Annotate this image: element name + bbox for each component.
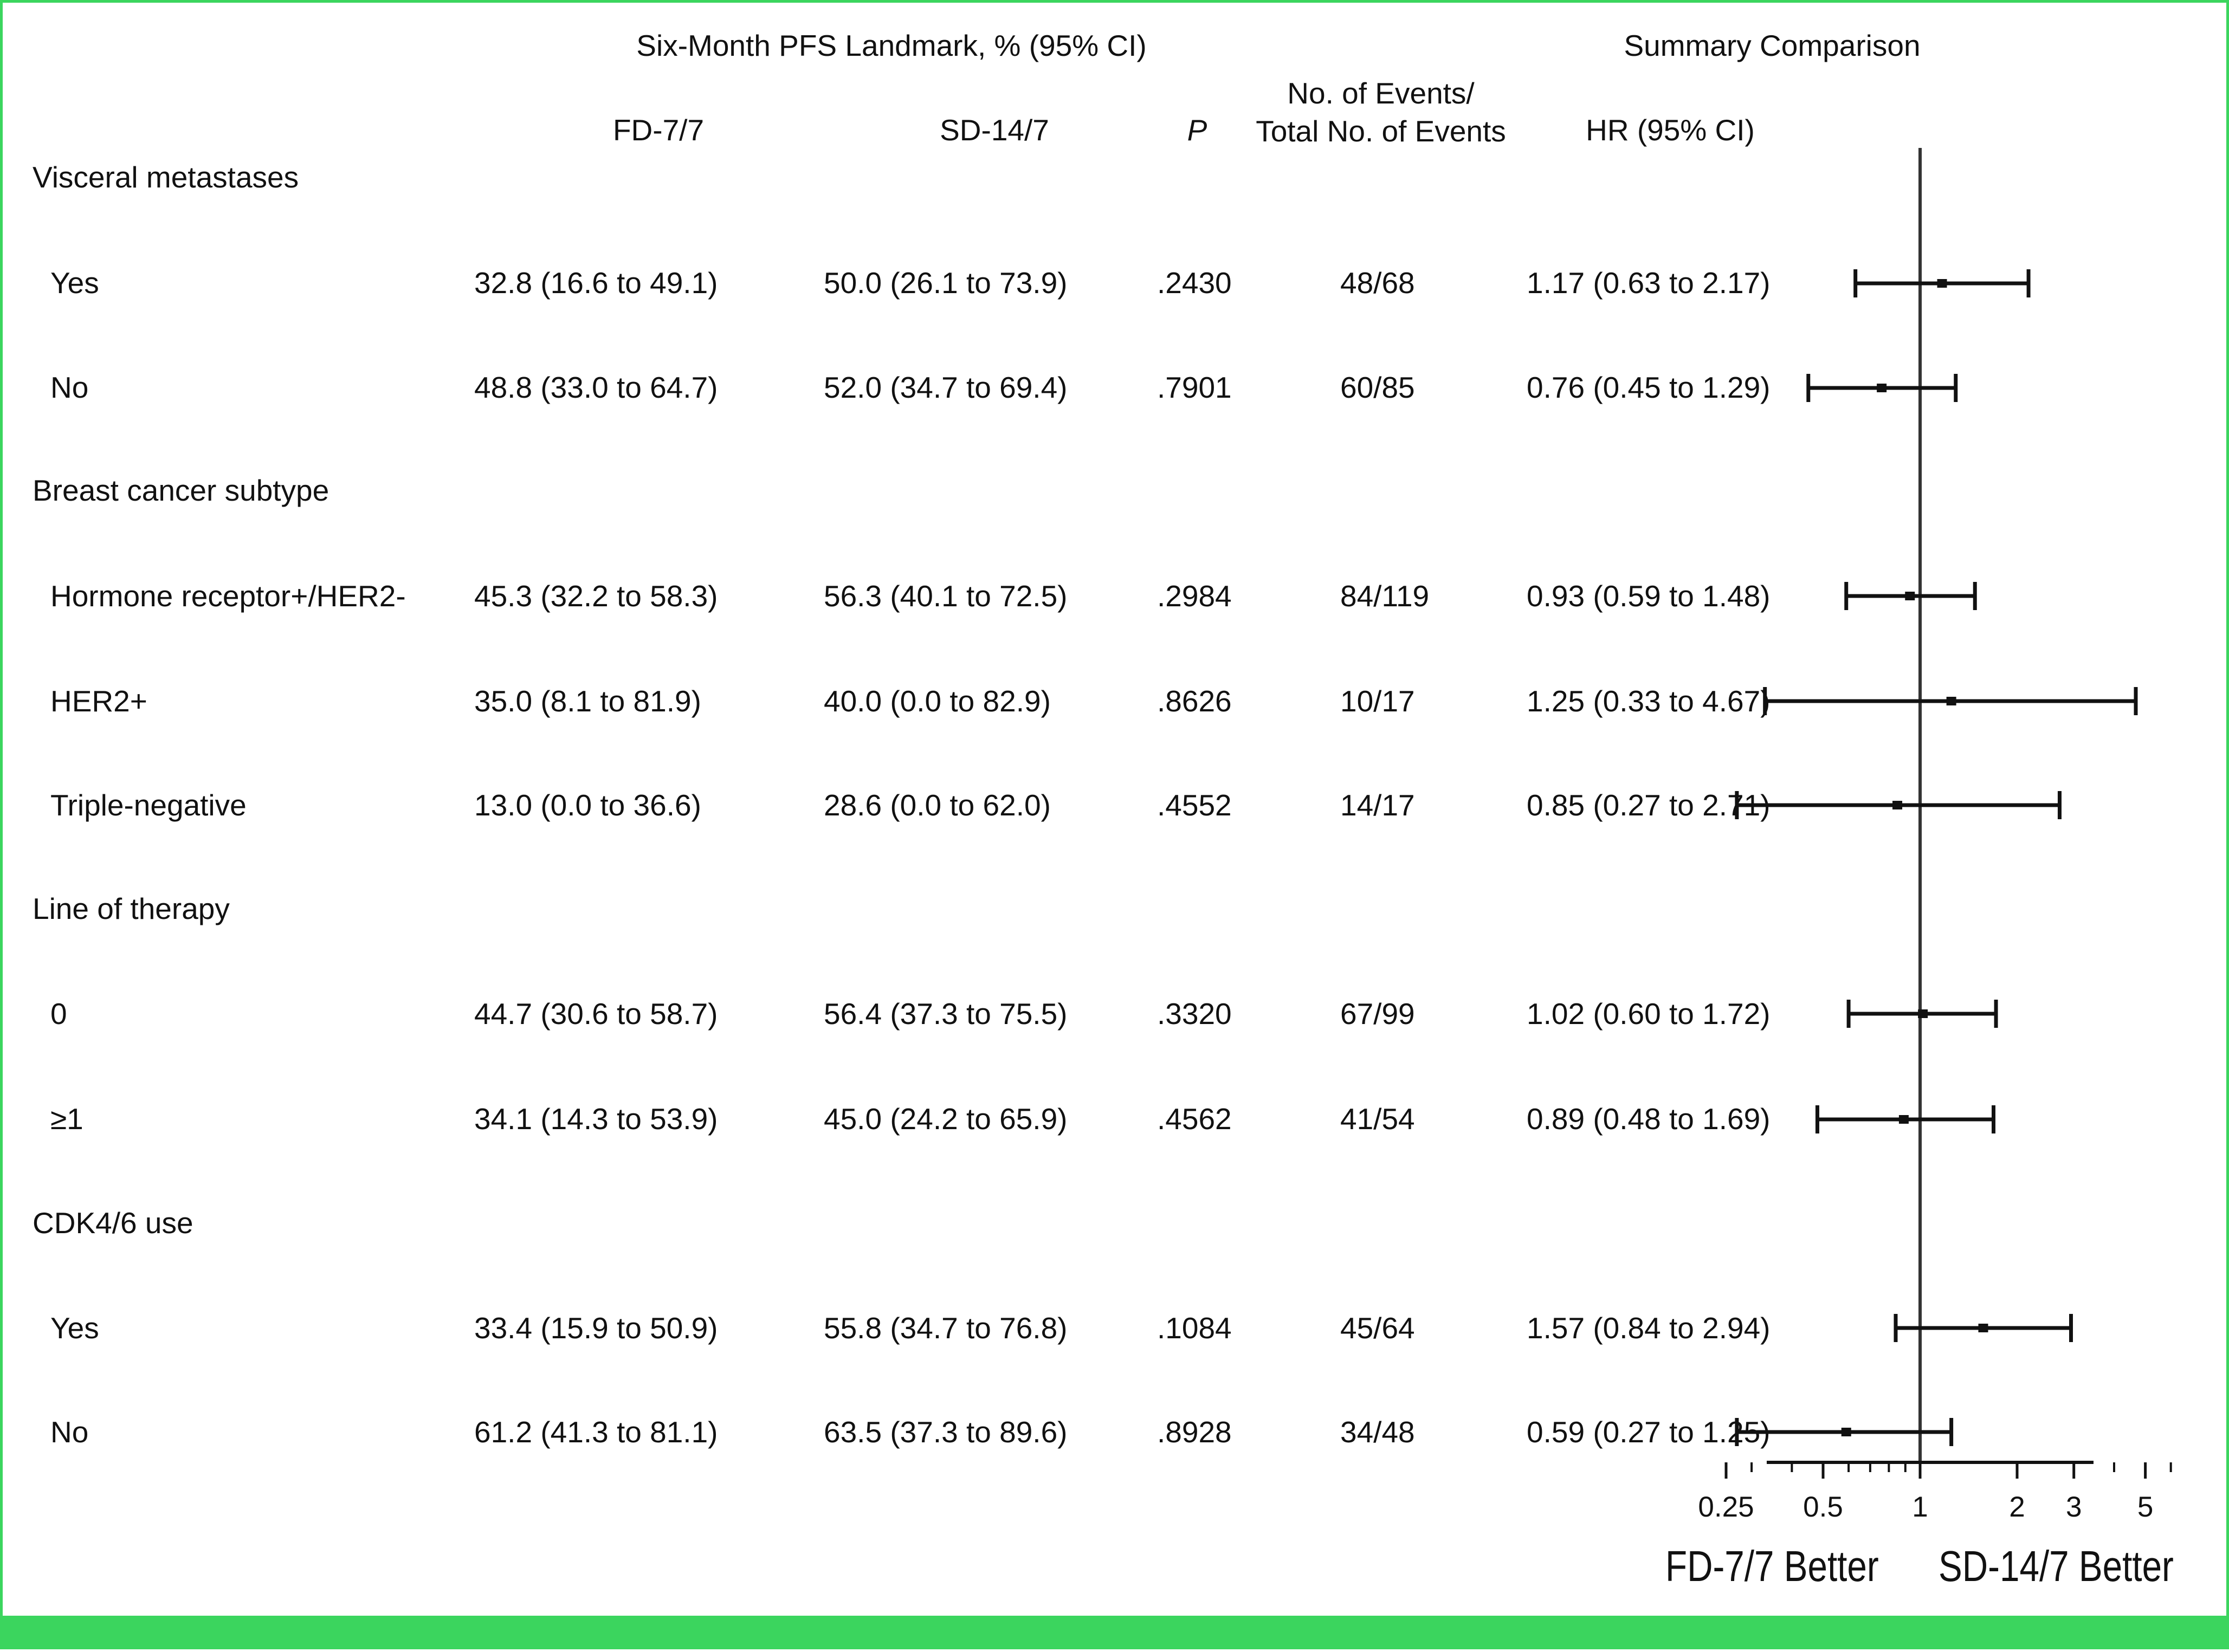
hr-point-estimate [1899, 1115, 1909, 1124]
events-value: 60/85 [1340, 371, 1415, 404]
x-tick-label: 5 [2137, 1491, 2154, 1523]
hr-value: 0.85 (0.27 to 2.71) [1527, 788, 1771, 822]
hr-value: 0.59 (0.27 to 1.25) [1527, 1415, 1771, 1449]
fd-value: 44.7 (30.6 to 58.7) [474, 997, 718, 1031]
sd-better-label: SD-14/7 Better [1939, 1542, 2174, 1590]
p-column-header: P [1187, 113, 1207, 147]
events-value: 10/17 [1340, 684, 1415, 718]
fd-column-header: FD-7/7 [612, 113, 705, 147]
p-value: .1084 [1157, 1311, 1232, 1345]
events-value: 41/54 [1340, 1102, 1415, 1136]
sd-value: 56.3 (40.1 to 72.5) [824, 579, 1068, 613]
hr-value: 1.25 (0.33 to 4.67) [1527, 684, 1771, 718]
p-value: .4552 [1157, 788, 1232, 822]
p-value: .2984 [1157, 579, 1232, 613]
hr-point-estimate [1937, 279, 1947, 288]
summary-header: Summary Comparison [1624, 29, 1921, 62]
fd-value: 32.8 (16.6 to 49.1) [474, 266, 718, 300]
hr-point-estimate [1947, 697, 1956, 705]
row-label: Yes [50, 1311, 99, 1345]
row-label: No [50, 371, 89, 404]
fd-value: 33.4 (15.9 to 50.9) [474, 1311, 718, 1345]
group-heading: Visceral metastases [33, 160, 299, 194]
hr-value: 1.57 (0.84 to 2.94) [1527, 1311, 1771, 1345]
p-value: .2430 [1157, 266, 1232, 300]
fd-value: 61.2 (41.3 to 81.1) [474, 1415, 718, 1449]
events-value: 45/64 [1340, 1311, 1415, 1345]
hr-point-estimate [1918, 1009, 1928, 1018]
hr-point-estimate [1978, 1324, 1988, 1332]
group-heading: Breast cancer subtype [33, 474, 329, 507]
row-label: No [50, 1415, 89, 1449]
hr-value: 1.17 (0.63 to 2.17) [1527, 266, 1771, 300]
fd-better-label: FD-7/7 Better [1665, 1542, 1879, 1590]
sd-column-header: SD-14/7 [940, 113, 1049, 147]
row-label: HER2+ [50, 684, 147, 718]
events-value: 34/48 [1340, 1415, 1415, 1449]
p-value: .8928 [1157, 1415, 1232, 1449]
fd-value: 48.8 (33.0 to 64.7) [474, 371, 718, 404]
sd-value: 52.0 (34.7 to 69.4) [824, 371, 1068, 404]
x-tick-label: 0.25 [1698, 1491, 1754, 1523]
hr-value: 0.89 (0.48 to 1.69) [1527, 1102, 1771, 1136]
fd-value: 13.0 (0.0 to 36.6) [474, 788, 701, 822]
fd-value: 34.1 (14.3 to 53.9) [474, 1102, 718, 1136]
p-value: .8626 [1157, 684, 1232, 718]
events-value: 67/99 [1340, 997, 1415, 1031]
hr-column-header: HR (95% CI) [1586, 113, 1755, 147]
sd-value: 55.8 (34.7 to 76.8) [824, 1311, 1068, 1345]
sd-value: 50.0 (26.1 to 73.9) [824, 266, 1068, 300]
sd-value: 63.5 (37.3 to 89.6) [824, 1415, 1068, 1449]
fd-value: 45.3 (32.2 to 58.3) [474, 579, 718, 613]
events-value: 14/17 [1340, 788, 1415, 822]
x-tick-label: 1 [1912, 1491, 1928, 1523]
hr-point-estimate [1842, 1428, 1851, 1436]
p-value: .3320 [1157, 997, 1232, 1031]
events-header-line2: Total No. of Events [1256, 114, 1506, 148]
sd-value: 56.4 (37.3 to 75.5) [824, 997, 1068, 1031]
group-heading: CDK4/6 use [33, 1206, 193, 1240]
x-tick-label: 0.5 [1803, 1491, 1843, 1523]
events-value: 48/68 [1340, 266, 1415, 300]
row-label: Yes [50, 266, 99, 300]
hr-point-estimate [1892, 801, 1902, 809]
hr-value: 1.02 (0.60 to 1.72) [1527, 997, 1771, 1031]
fd-value: 35.0 (8.1 to 81.9) [474, 684, 701, 718]
bottom-band [0, 1616, 2229, 1649]
row-label: Triple-negative [50, 788, 247, 822]
hr-point-estimate [1905, 592, 1915, 600]
x-tick-label: 2 [2009, 1491, 2025, 1523]
x-tick-label: 3 [2065, 1491, 2082, 1523]
sd-value: 40.0 (0.0 to 82.9) [824, 684, 1051, 718]
forest-plot [3, 3, 2229, 1652]
events-value: 84/119 [1340, 579, 1430, 613]
events-header-line1: No. of Events/ [1287, 76, 1475, 110]
row-label: Hormone receptor+/HER2- [50, 579, 406, 613]
p-value: .4562 [1157, 1102, 1232, 1136]
hr-value: 0.93 (0.59 to 1.48) [1527, 579, 1771, 613]
hr-point-estimate [1877, 384, 1886, 392]
landmark-header: Six-Month PFS Landmark, % (95% CI) [636, 29, 1147, 62]
row-label: ≥1 [50, 1102, 83, 1136]
sd-value: 28.6 (0.0 to 62.0) [824, 788, 1051, 822]
group-heading: Line of therapy [33, 892, 230, 925]
row-label: 0 [50, 997, 67, 1031]
p-value: .7901 [1157, 371, 1232, 404]
hr-value: 0.76 (0.45 to 1.29) [1527, 371, 1771, 404]
sd-value: 45.0 (24.2 to 65.9) [824, 1102, 1068, 1136]
